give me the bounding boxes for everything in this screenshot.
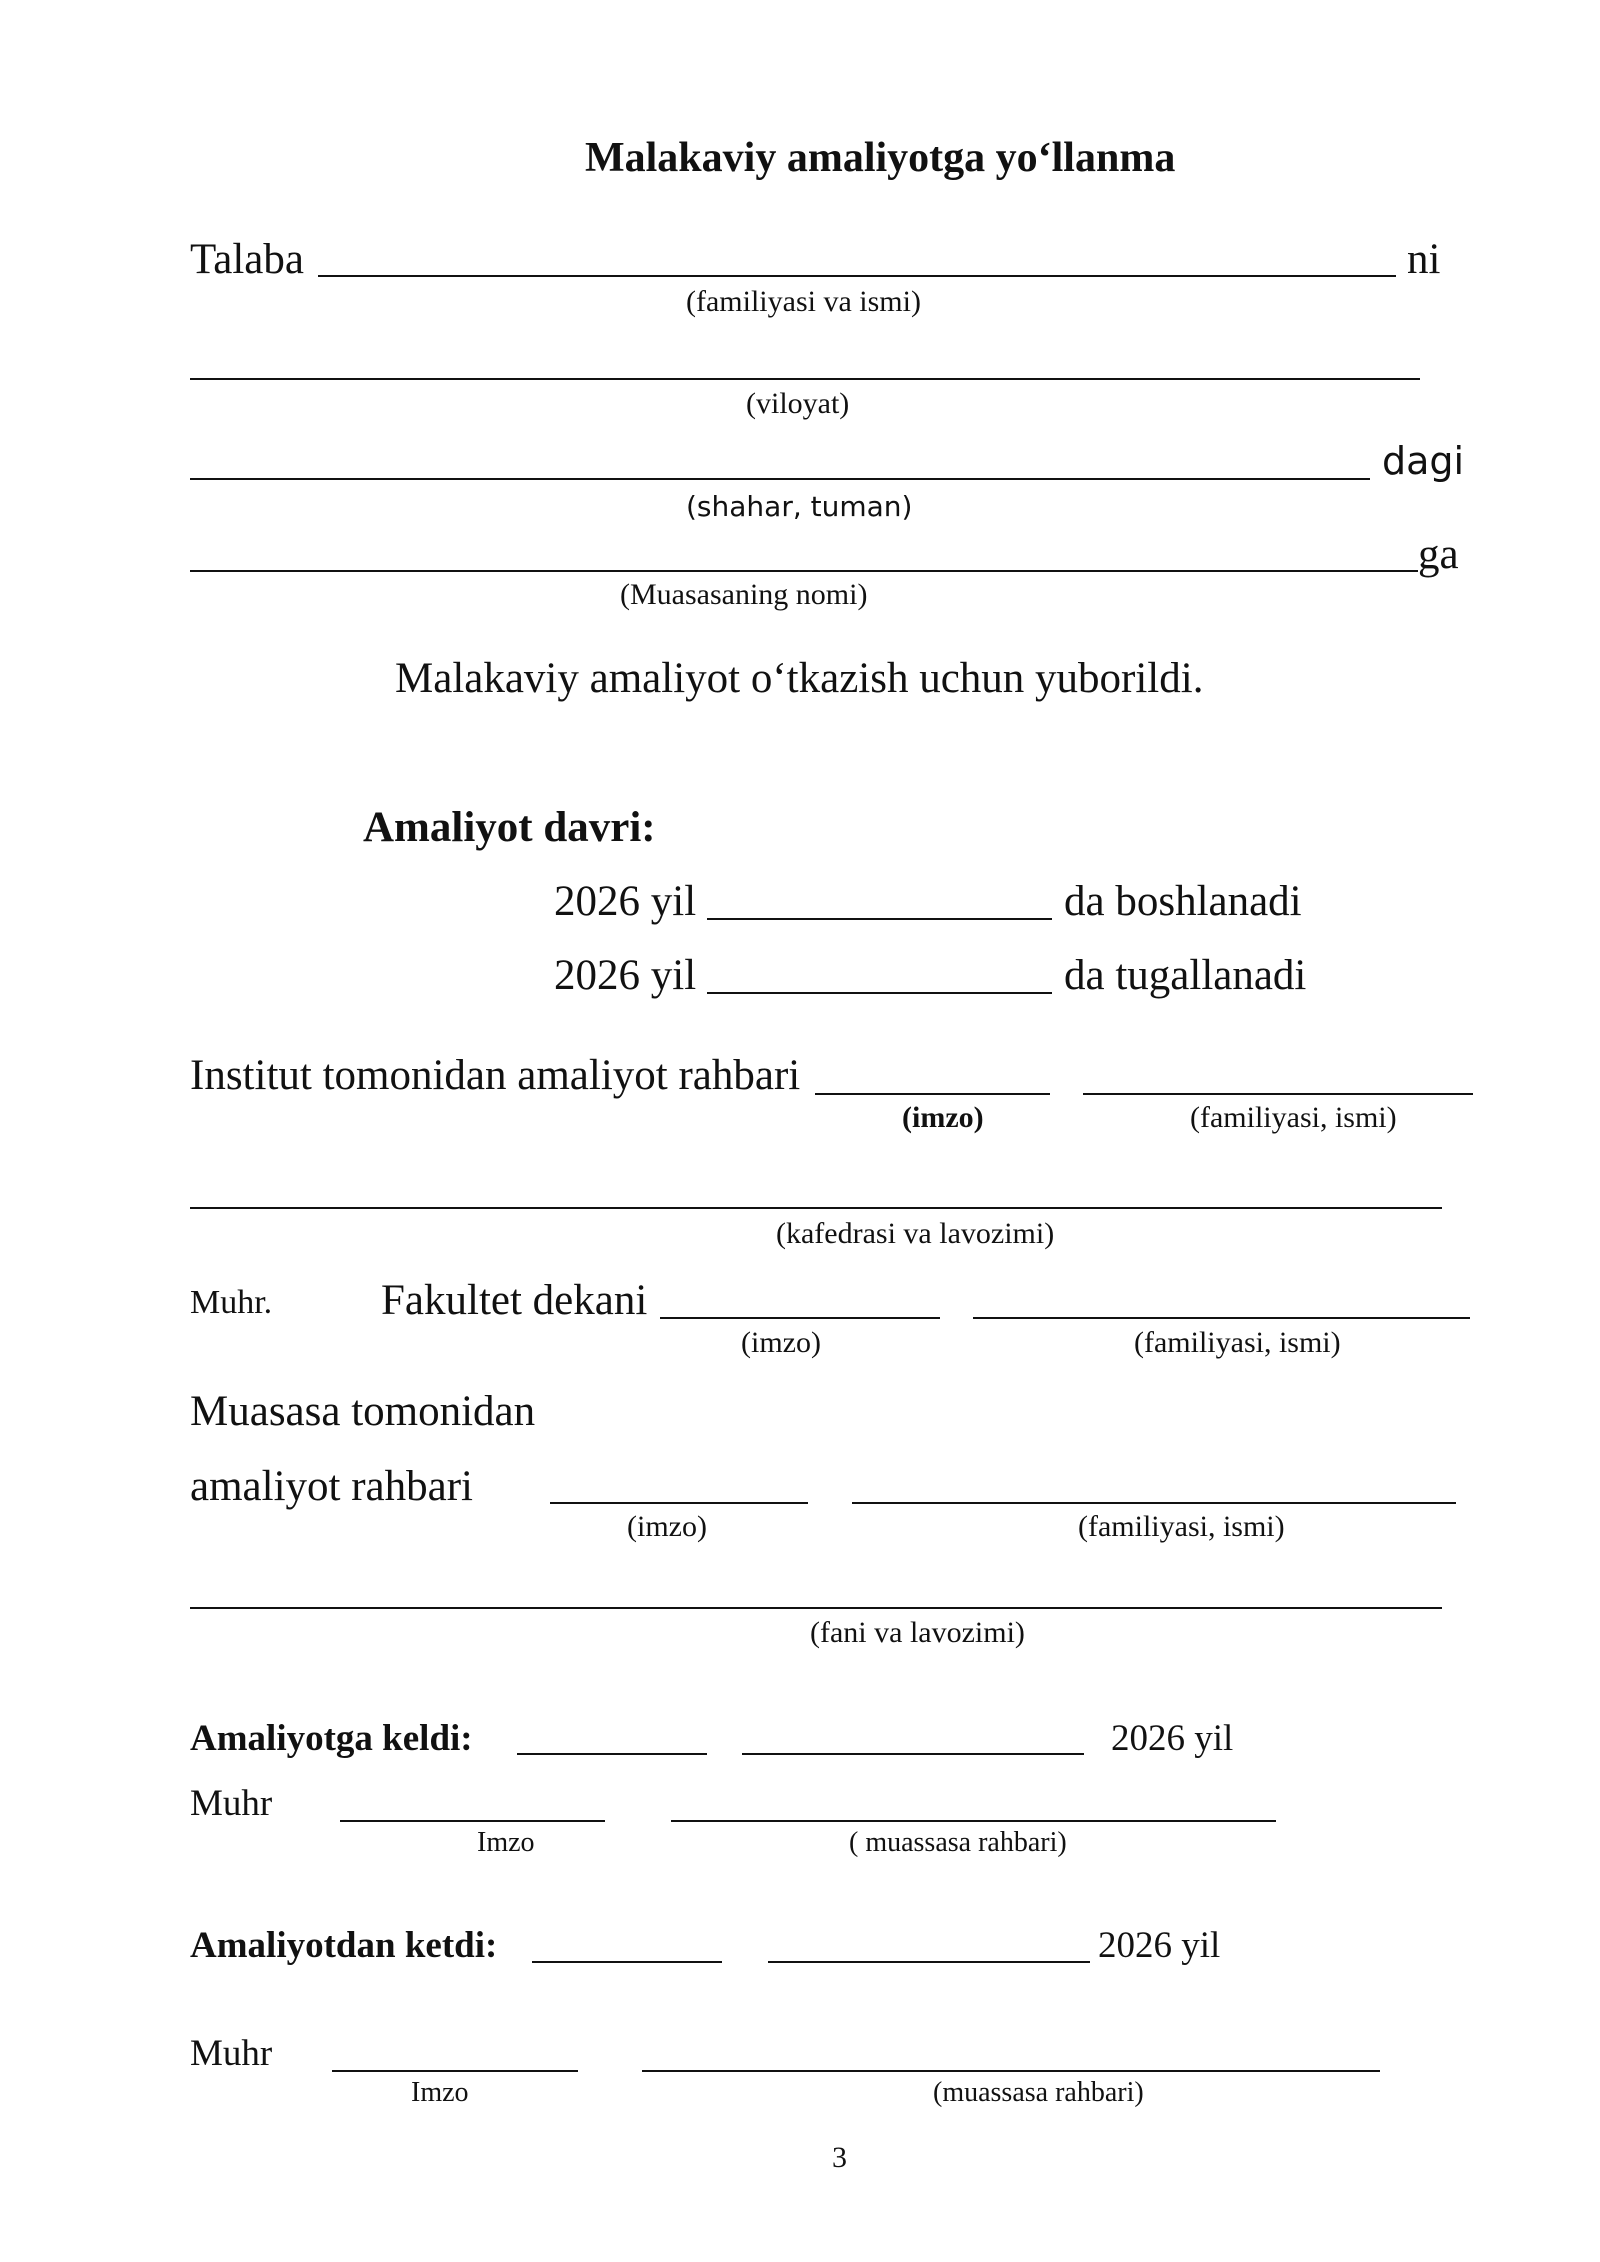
dean-signature-field[interactable]: [660, 1317, 940, 1319]
suffix-ga: ga: [1418, 531, 1459, 578]
dean-signature-caption: (imzo): [741, 1326, 821, 1359]
suffix-ni: ni: [1407, 236, 1441, 283]
departed-head-caption: (muassasa rahbari): [933, 2077, 1144, 2108]
institute-supervisor-signature-field[interactable]: [815, 1093, 1050, 1095]
arrived-signature-field[interactable]: [340, 1820, 605, 1822]
dean-name-caption: (familiyasi, ismi): [1134, 1326, 1341, 1359]
departed-stamp-label: Muhr: [190, 2033, 273, 2074]
arrived-signature-caption: Imzo: [477, 1827, 535, 1858]
document-title: Malakaviy amaliyotga yo‘llanma: [585, 135, 1176, 181]
departed-signature-caption: Imzo: [411, 2077, 469, 2108]
institution-caption: (Muasasaning nomi): [620, 578, 868, 611]
city-caption: (shahar, tuman): [686, 490, 913, 523]
institute-department-caption: (kafedrasi va lavozimi): [776, 1217, 1055, 1250]
end-date-field[interactable]: [707, 992, 1052, 994]
departed-head-field[interactable]: [642, 2070, 1380, 2072]
org-supervisor-name-field[interactable]: [852, 1502, 1456, 1504]
period-heading: Amaliyot davri:: [363, 804, 656, 851]
arrived-head-caption: ( muassasa rahbari): [849, 1827, 1067, 1858]
region-field[interactable]: [190, 378, 1420, 380]
region-caption: (viloyat): [746, 387, 850, 420]
page-number: 3: [832, 2141, 847, 2174]
institute-name-caption: (familiyasi, ismi): [1190, 1101, 1397, 1134]
org-supervisor-signature-field[interactable]: [550, 1502, 808, 1504]
institute-department-field[interactable]: [190, 1207, 1442, 1209]
sent-sentence: Malakaviy amaliyot o‘tkazish uchun yuborildi.: [395, 655, 1204, 702]
student-label: Talaba: [190, 236, 304, 283]
dean-stamp-label: Muhr.: [190, 1284, 273, 1321]
org-name-caption: (familiyasi, ismi): [1078, 1510, 1285, 1543]
arrived-label: Amaliyotga keldi:: [190, 1718, 473, 1759]
arrived-head-field[interactable]: [671, 1820, 1276, 1822]
dean-name-field[interactable]: [973, 1317, 1470, 1319]
institute-supervisor-name-field[interactable]: [1083, 1093, 1473, 1095]
start-year: 2026 yil: [554, 878, 697, 925]
org-supervisor-label-line2: amaliyot rahbari: [190, 1463, 473, 1510]
institution-field[interactable]: [190, 570, 1418, 572]
start-date-field[interactable]: [707, 918, 1052, 920]
departed-signature-field[interactable]: [332, 2070, 578, 2072]
arrived-stamp-label: Muhr: [190, 1783, 273, 1824]
arrived-month-field[interactable]: [742, 1753, 1084, 1755]
start-suffix: da boshlanadi: [1064, 878, 1302, 925]
institute-signature-caption: (imzo): [902, 1101, 984, 1134]
departed-label: Amaliyotdan ketdi:: [190, 1925, 498, 1966]
end-suffix: da tugallanadi: [1064, 952, 1307, 999]
departed-day-field[interactable]: [532, 1961, 722, 1963]
org-position-field[interactable]: [190, 1607, 1442, 1609]
student-name-caption: (familiyasi va ismi): [686, 285, 921, 318]
dean-label: Fakultet dekani: [381, 1277, 648, 1324]
departed-year: 2026 yil: [1098, 1925, 1221, 1966]
suffix-dagi: dagi: [1382, 439, 1465, 483]
org-supervisor-label-line1: Muasasa tomonidan: [190, 1388, 536, 1435]
org-position-caption: (fani va lavozimi): [810, 1616, 1025, 1649]
departed-month-field[interactable]: [768, 1961, 1090, 1963]
org-signature-caption: (imzo): [627, 1510, 707, 1543]
city-field[interactable]: [190, 478, 1370, 480]
student-name-field[interactable]: [318, 275, 1396, 277]
institute-supervisor-label: Institut tomonidan amaliyot rahbari: [190, 1052, 801, 1099]
arrived-day-field[interactable]: [517, 1753, 707, 1755]
end-year: 2026 yil: [554, 952, 697, 999]
arrived-year: 2026 yil: [1111, 1718, 1234, 1759]
